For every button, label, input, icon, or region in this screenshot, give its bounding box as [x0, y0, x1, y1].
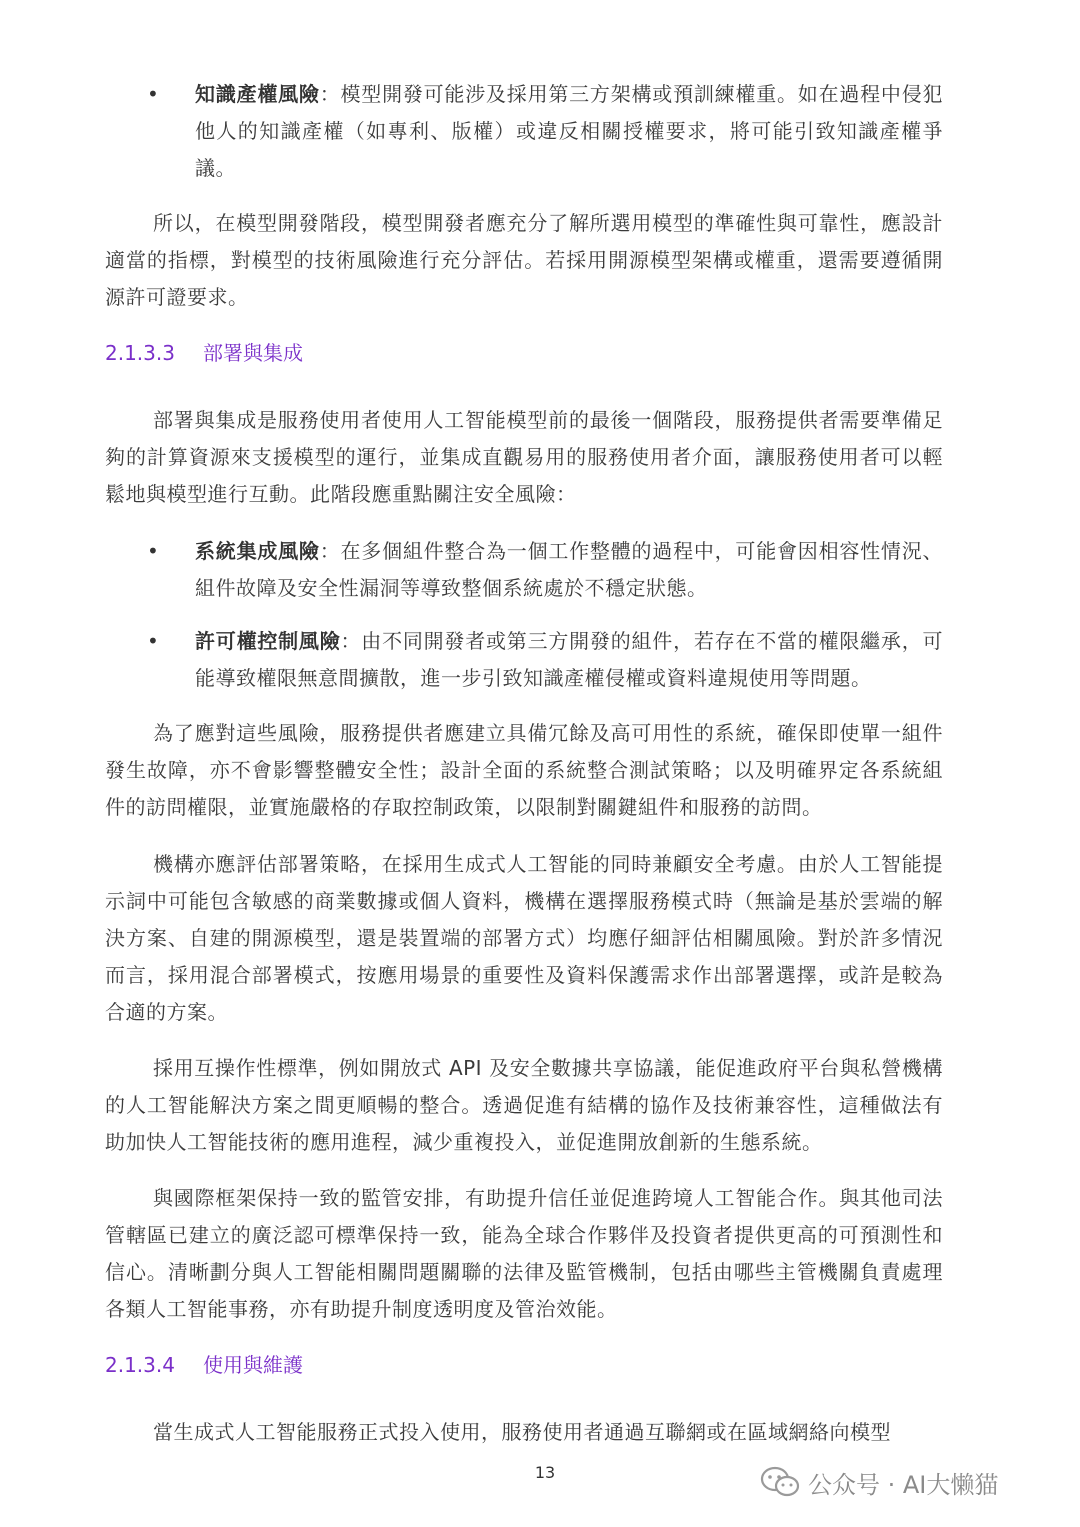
bullet-term: 許可權控制風險 [195, 629, 341, 653]
paragraph-4: 機構亦應評估部署策略，在採用生成式人工智能的同時兼顧安全考慮。由於人工智能提示詞中可能包含敏感的商業數據或個人資料，機構在選擇服務模式時（無論是基於雲端的解決方案、自建的開源模型，還是裝置端的部署方式）均應仔細評估相關風險。對於許多情況而言，採用混合部署模式，按應用場景的重要性及資料保護需求作出部署選擇，或許是較為合適的方案。 [105, 852, 943, 1024]
heading-title: 使用與維護 [203, 1353, 303, 1377]
bullet-ip-risk [147, 76, 943, 187]
watermark-text: 公众号 · AI大懒猫 [808, 1470, 999, 1499]
bullet-term: 系統集成風險 [195, 539, 320, 563]
bullet-body: ：由不同開發者或第三方開發的組件，若存在不當的權限繼承，可能導致權限無意間擴散，進一步引致知識產權侵權或資料違規使用等問題。 [195, 629, 943, 690]
bullet-term: 知識產權風險 [195, 82, 320, 106]
bullet-dot: • [147, 629, 159, 653]
paragraph-6: 與國際框架保持一致的監管安排，有助提升信任並促進跨境人工智能合作。與其他司法管轄區已建立的廣泛認可標準保持一致，能為全球合作夥伴及投資者提供更高的可預測性和信心。清晰劃分與人工智能相關問題關聯的法律及監管機制，包括由哪些主管機關負責處理各類人工智能事務，亦有助提升制度透明度及管治效能。 [105, 1186, 943, 1321]
heading-title: 部署與集成 [203, 341, 303, 365]
paragraph-3: 為了應對這些風險，服務提供者應建立具備冗餘及高可用性的系統，確保即使單一組件發生故障，亦不會影響整體安全性；設計全面的系統整合測試策略；以及明確界定各系統組件的訪問權限，並實施嚴格的存取控制政策，以限制對關鍵組件和服務的訪問。 [105, 721, 943, 819]
bullet-body: ：在多個組件整合為一個工作整體的過程中，可能會因相容性情況、組件故障及安全性漏洞等導致整個系統處於不穩定狀態。 [195, 539, 944, 600]
paragraph-1: 所以，在模型開發階段，模型開發者應充分了解所選用模型的準確性與可靠性，應設計適當的指標，對模型的技術風險進行充分評估。若採用開源模型架構或權重，還需要遵循開源許可證要求。 [105, 211, 943, 309]
bullet-text [195, 533, 943, 607]
bullet-integration-risk [147, 533, 943, 607]
section-heading-2-1-3-3 [105, 338, 303, 368]
bullet-text [195, 623, 943, 697]
page-number: 13 [534, 1463, 556, 1482]
heading-number: 2.1.3.3 [105, 341, 175, 365]
paragraph-7: 當生成式人工智能服務正式投入使用，服務使用者通過互聯網或在區域網絡向模型 [153, 1420, 891, 1444]
heading-number: 2.1.3.4 [105, 1353, 175, 1377]
bullet-dot: • [147, 82, 159, 106]
paragraph-5: 採用互操作性標準，例如開放式 API 及安全數據共享協議，能促進政府平台與私營機構的人工智能解決方案之間更順暢的整合。透過促進有結構的協作及技術兼容性，這種做法有助加快人工智能技術的應用進程，減少重複投入，並促進開放創新的生態系統。 [105, 1056, 943, 1154]
section-heading-2-1-3-4 [105, 1350, 303, 1380]
wechat-icon [760, 1466, 800, 1498]
bullet-dot: • [147, 539, 159, 563]
bullet-text [195, 76, 943, 187]
bullet-body: ：模型開發可能涉及採用第三方架構或預訓練權重。如在過程中侵犯他人的知識產權（如專利、版權）或違反相關授權要求，將可能引致知識產權爭議。 [195, 82, 944, 180]
watermark [760, 1465, 998, 1499]
paragraph-2: 部署與集成是服務使用者使用人工智能模型前的最後一個階段，服務提供者需要準備足夠的計算資源來支援模型的運行，並集成直觀易用的服務使用者介面，讓服務使用者可以輕鬆地與模型進行互動。此階段應重點關注安全風險： [105, 408, 943, 506]
bullet-permission-risk [147, 623, 943, 697]
